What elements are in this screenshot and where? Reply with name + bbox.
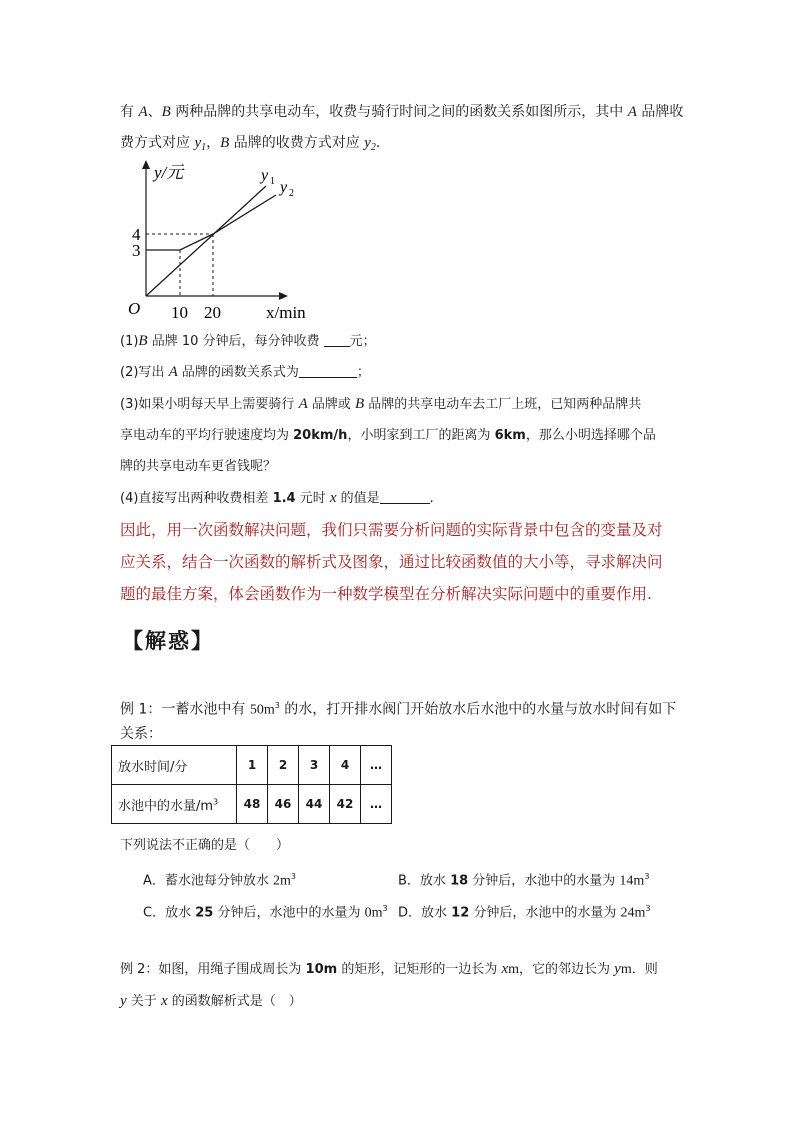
- table-cell: …: [361, 785, 392, 824]
- text: (1): [120, 334, 139, 349]
- subscript: 2: [370, 142, 376, 153]
- question-3-line-2: [120, 420, 680, 451]
- superscript: 3: [274, 701, 280, 710]
- unit: m: [508, 962, 520, 977]
- option-value: 2m: [273, 873, 291, 889]
- var-b: B: [138, 333, 148, 349]
- subscript: 1: [201, 142, 207, 153]
- superscript: 3: [382, 904, 388, 913]
- table-cell: 46: [268, 785, 299, 824]
- text: .: [375, 135, 381, 151]
- text: A．蓄水池每分钟放水: [143, 873, 274, 889]
- distance-value: 6km: [494, 428, 526, 443]
- y-tick-4: 4: [132, 225, 141, 244]
- text: ，它的邻边长为: [519, 962, 615, 977]
- text: (4)直接写出两种收费相差: [120, 491, 273, 506]
- question-3-line-1: [120, 389, 680, 420]
- var-a: A: [298, 396, 308, 412]
- text: 品牌的共享电动车去工厂上班，已知两种品牌共: [364, 397, 642, 412]
- question-3-line-3: [120, 451, 680, 482]
- text: ．则: [631, 962, 658, 977]
- speed-value: 20km/h: [293, 428, 348, 443]
- option-c[interactable]: [143, 899, 388, 923]
- text: 品牌收: [636, 104, 684, 120]
- option-d[interactable]: [398, 899, 651, 923]
- text: B．放水: [398, 873, 451, 889]
- example2-line-2: [120, 986, 680, 1017]
- line-y2: [146, 195, 276, 250]
- example1-question: 下列说法不正确的是（ ）: [120, 838, 290, 853]
- superscript: 3: [644, 872, 650, 881]
- var-y: y: [120, 993, 127, 1009]
- text: 、: [147, 104, 162, 120]
- var-y2: y: [364, 135, 371, 151]
- line-y2-subscript: 2: [289, 188, 294, 199]
- var-a: A: [627, 104, 637, 120]
- text: 有: [120, 104, 139, 120]
- table-row-label: 放水时间/分: [112, 746, 237, 785]
- text: 元；: [349, 334, 376, 349]
- text: 品牌 10 分钟后，每分钟收费: [147, 334, 324, 349]
- minutes-value: 25: [195, 905, 214, 921]
- table-cell: 42: [330, 785, 361, 824]
- example1-line-2: 关系：: [120, 726, 162, 742]
- text: ，那么小明选择哪个品: [525, 428, 656, 443]
- y-tick-3: 3: [132, 241, 141, 260]
- minutes-value: 18: [450, 873, 469, 889]
- var-y1: y: [194, 135, 202, 151]
- text: 例 2：如图，用绳子围成周长为: [120, 962, 306, 977]
- var-y: y: [614, 961, 621, 977]
- text: 享电动车的平均行驶速度均为: [120, 428, 294, 443]
- superscript: 3: [645, 904, 651, 913]
- x-tick-10: 10: [171, 303, 188, 322]
- text: C．放水: [143, 905, 196, 921]
- option-a[interactable]: [143, 867, 296, 891]
- answer-blank: [299, 363, 357, 378]
- x-axis-label: x/min: [266, 303, 306, 322]
- table-cell: 48: [237, 785, 268, 824]
- section-heading: 【解惑】: [122, 629, 214, 653]
- option-value: 0m: [364, 905, 383, 921]
- water-table: [111, 745, 392, 824]
- x-tick-20: 20: [204, 303, 221, 322]
- text: 分钟后，水池中的水量为: [213, 905, 365, 921]
- water-amount: 50m: [249, 702, 275, 718]
- text: 分钟后，水池中的水量为: [469, 905, 621, 921]
- text: 品牌的收费方式对应: [229, 135, 365, 151]
- line-y1: [146, 186, 266, 296]
- text: 的矩形，记矩形的一边长为: [337, 962, 502, 977]
- answer-blank: [380, 489, 430, 504]
- text: 品牌或: [307, 397, 355, 412]
- answer-blank: [324, 332, 350, 347]
- var-b: B: [355, 396, 365, 412]
- var-a: A: [168, 364, 178, 380]
- table-row: [112, 746, 392, 785]
- table-cell: 4: [330, 746, 361, 785]
- text: 元时: [295, 491, 330, 506]
- text: (2)写出: [120, 365, 169, 380]
- problem-line-1: [120, 97, 684, 128]
- var-x: x: [501, 961, 509, 977]
- text: 的值是: [336, 491, 380, 506]
- superscript: 3: [213, 797, 219, 807]
- difference-value: 1.4: [272, 491, 296, 506]
- option-b[interactable]: [398, 867, 649, 891]
- y-axis-arrow: [142, 160, 150, 169]
- table-cell: 2: [268, 746, 299, 785]
- text: D．放水: [398, 905, 452, 921]
- var-x: x: [329, 490, 337, 506]
- text: ；: [356, 365, 370, 380]
- text: (3)如果小明每天早上需要骑行: [120, 397, 299, 412]
- minutes-value: 12: [451, 905, 470, 921]
- summary-line-2: 应关系，结合一次函数的解析式及图象，通过比较函数值的大小等，寻求解决问: [120, 553, 663, 571]
- text: 水池中的水量/m: [118, 798, 214, 814]
- superscript: 3: [290, 872, 297, 881]
- option-value: 24m: [620, 905, 646, 921]
- text: 关于: [126, 994, 161, 1009]
- text: ，小明家到工厂的距离为: [347, 428, 495, 443]
- origin-label: O: [128, 299, 141, 318]
- question-2: [120, 357, 680, 388]
- x-axis-arrow: [279, 292, 288, 300]
- table-cell: …: [361, 746, 392, 785]
- question-4: [120, 483, 680, 514]
- text: 费方式对应: [120, 135, 195, 151]
- table-row-label: [112, 785, 237, 824]
- var-a: A: [138, 104, 148, 120]
- text: 两种品牌的共享电动车，收费与骑行时间之间的函数关系如图所示，其中: [170, 104, 628, 120]
- text: 例 1：一蓄水池中有: [120, 701, 250, 718]
- y-axis-label: y/元: [154, 163, 184, 182]
- text: 的水，打开排水阀门开始放水后水池中的水量与放水时间有如下: [279, 701, 677, 718]
- text: 的函数解析式是（ ）: [167, 994, 302, 1009]
- text: 品牌的函数关系式为: [177, 365, 299, 380]
- table-cell: 3: [299, 746, 330, 785]
- line-y1-label: y: [261, 167, 269, 184]
- var-x: x: [160, 993, 168, 1009]
- example2-line-1: [120, 954, 680, 985]
- text: .: [429, 491, 434, 506]
- var-b: B: [161, 104, 171, 120]
- line-y2-label: y: [280, 179, 288, 196]
- text: 分钟后，水池中的水量为: [468, 873, 620, 889]
- question-1: [120, 326, 680, 357]
- table-cell: 1: [237, 746, 268, 785]
- perimeter-value: 10m: [305, 962, 338, 977]
- unit: m: [620, 962, 632, 977]
- line-y1-subscript: 1: [270, 176, 275, 187]
- table-row: [112, 785, 392, 824]
- function-graph: [120, 158, 320, 328]
- var-b: B: [220, 135, 230, 151]
- summary-line-3: 题的最佳方案，体会函数作为一种数学模型在分析解决实际问题中的重要作用.: [120, 585, 652, 603]
- text: ，: [206, 135, 221, 151]
- option-value: 14m: [619, 873, 645, 889]
- text: 牌的共享电动车更省钱呢？: [120, 459, 277, 474]
- table-cell: 44: [299, 785, 330, 824]
- summary-line-1: 因此，用一次函数解决问题，我们只需要分析问题的实际背景中包含的变量及对: [120, 521, 663, 539]
